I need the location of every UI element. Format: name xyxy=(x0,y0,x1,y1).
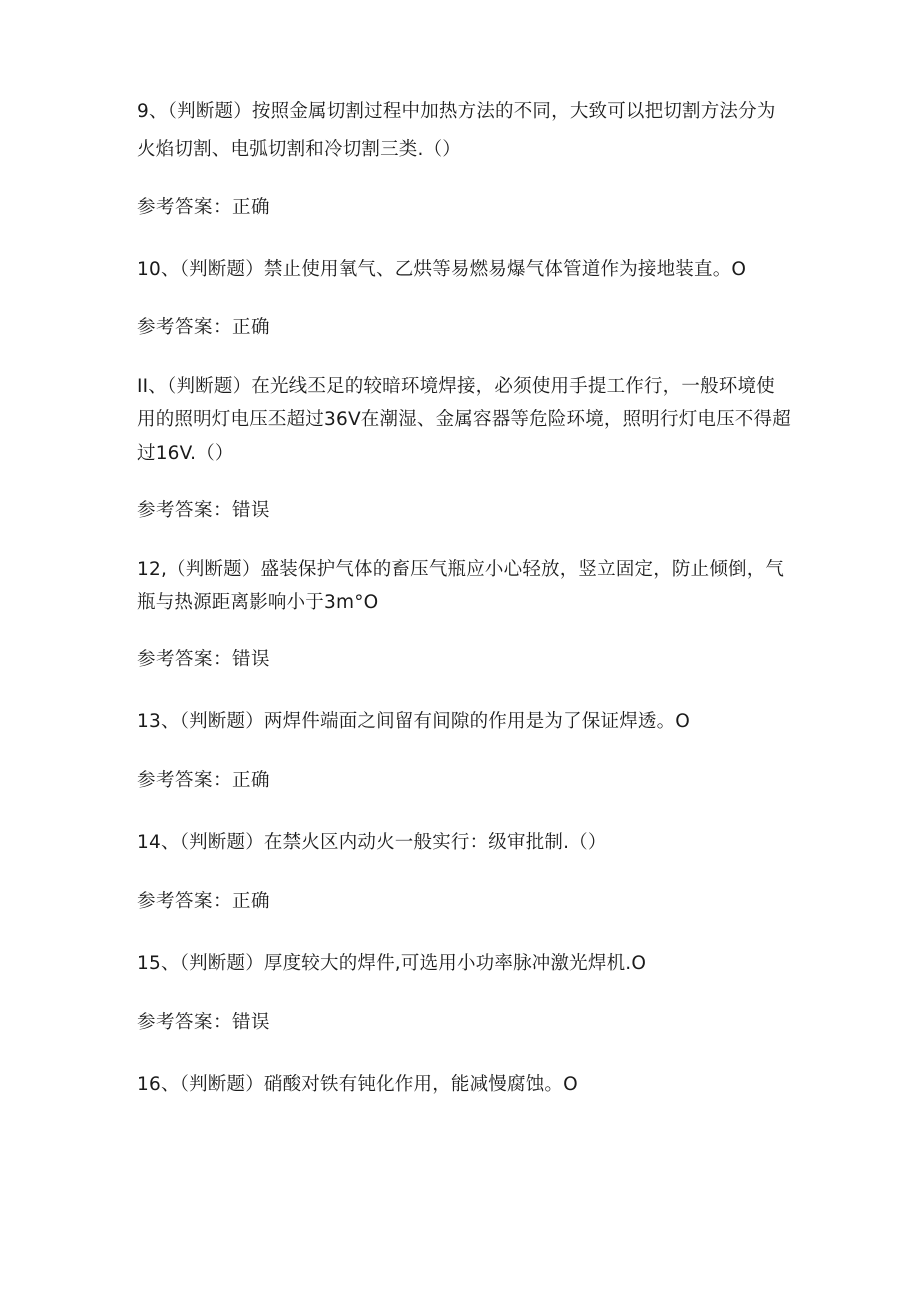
answer-10: 参考答案：正确 xyxy=(137,317,271,338)
answer-12: 参考答案：错误 xyxy=(137,649,271,670)
question-9-line-2: 火焰切割、电弧切割和冷切割三类.（） xyxy=(137,139,461,160)
question-13-line-1: 13、（判断题）两焊件端面之间留有间隙的作用是为了保证焊透。O xyxy=(137,711,691,732)
question-12-line-2: 瓶与热源距离影响小于3m°O xyxy=(137,592,379,613)
answer-9: 参考答案：正确 xyxy=(137,197,271,218)
question-12-line-1: 12,（判断题）盛装保护气体的畜压气瓶应小心轻放，竖立固定，防止倾倒，气 xyxy=(137,559,785,580)
answer-15: 参考答案：错误 xyxy=(137,1012,271,1033)
question-16-line-1: 16、（判断题）硝酸对铁有钝化作用，能减慢腐蚀。O xyxy=(137,1074,578,1095)
question-11-line-3: 过16V.（） xyxy=(137,443,234,464)
question-15-line-1: 15、（判断题）厚度较大的焊件,可选用小功率脉冲激光焊机.O xyxy=(137,953,647,974)
question-14-line-1: 14、（判断题）在禁火区内动火一般实行：级审批制.（） xyxy=(137,832,607,853)
question-11-line-2: 用的照明灯电压丕超过36V在潮湿、金属容器等危险环境，照明行灯电压不得超 xyxy=(137,409,791,430)
answer-14: 参考答案：正确 xyxy=(137,891,271,912)
answer-13: 参考答案：正确 xyxy=(137,770,271,791)
question-9-line-1: 9、（判断题）按照金属切割过程中加热方法的不同，大致可以把切割方法分为 xyxy=(137,101,776,122)
question-10-line-1: 10、（判断题）禁止使用氧气、乙烘等易燃易爆气体管道作为接地装直。O xyxy=(137,259,747,280)
question-11-line-1: II、（判断题）在光线丕足的较暗环境焊接，必须使用手提工作行，一般环境使 xyxy=(137,376,775,397)
answer-11: 参考答案：错误 xyxy=(137,500,271,521)
